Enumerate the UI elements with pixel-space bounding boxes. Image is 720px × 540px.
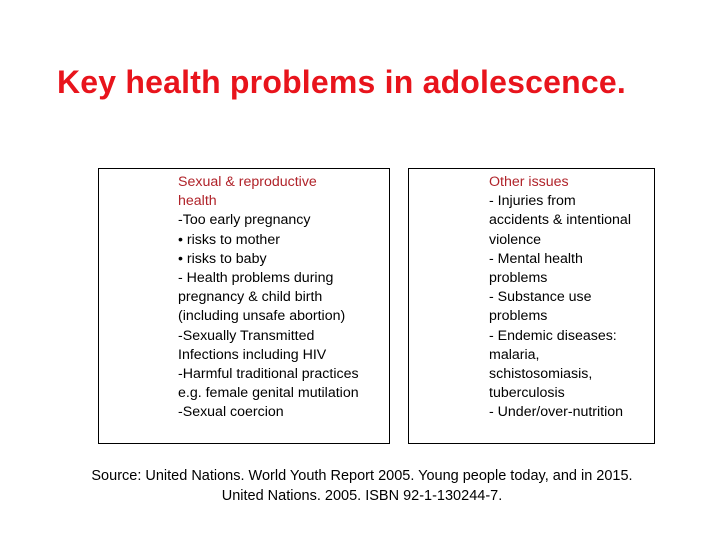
list-item: pregnancy & child birth xyxy=(178,289,323,306)
list-item: problems xyxy=(489,270,548,287)
sexual-reproductive-health-text xyxy=(178,173,390,423)
box-heading-line: health xyxy=(178,193,217,210)
slide-title: Key health problems in adolescence. xyxy=(57,64,626,100)
list-item: - Injuries from xyxy=(489,193,576,210)
list-item: -Sexual coercion xyxy=(178,404,284,421)
source-line: Source: United Nations. World Youth Report 2005. Young people today, and in 2015. xyxy=(91,468,633,484)
other-issues-box xyxy=(408,168,655,444)
list-item: Infections including HIV xyxy=(178,346,327,363)
list-item: e.g. female genital mutilation xyxy=(178,385,359,402)
other-issues-text xyxy=(489,173,655,423)
box-heading-line: Other issues xyxy=(489,174,569,190)
list-item: -Harmful traditional practices xyxy=(178,366,359,383)
list-item: malaria, xyxy=(489,346,540,363)
list-item: violence xyxy=(489,231,542,248)
sexual-reproductive-health-box xyxy=(98,168,390,444)
list-item: (including unsafe abortion) xyxy=(178,308,346,325)
list-item: - Mental health xyxy=(489,250,583,267)
list-item: problems xyxy=(489,308,548,325)
list-item: - Substance use xyxy=(489,289,592,306)
list-item: -Too early pregnancy xyxy=(178,212,311,229)
box-heading-line: Sexual & reproductive xyxy=(178,174,317,190)
list-item: tuberculosis xyxy=(489,385,565,402)
list-item: - Endemic diseases: xyxy=(489,327,617,344)
source-line: United Nations. 2005. ISBN 92-1-130244-7. xyxy=(221,488,503,504)
list-item: -Sexually Transmitted xyxy=(178,327,315,344)
list-item: schistosomiasis, xyxy=(489,366,593,383)
list-item: accidents & intentional xyxy=(489,212,631,229)
list-item: - Health problems during xyxy=(178,270,334,287)
list-item: • risks to baby xyxy=(178,250,267,267)
source-citation xyxy=(40,466,684,506)
list-item: - Under/over-nutrition xyxy=(489,404,624,421)
list-item: • risks to mother xyxy=(178,231,280,248)
